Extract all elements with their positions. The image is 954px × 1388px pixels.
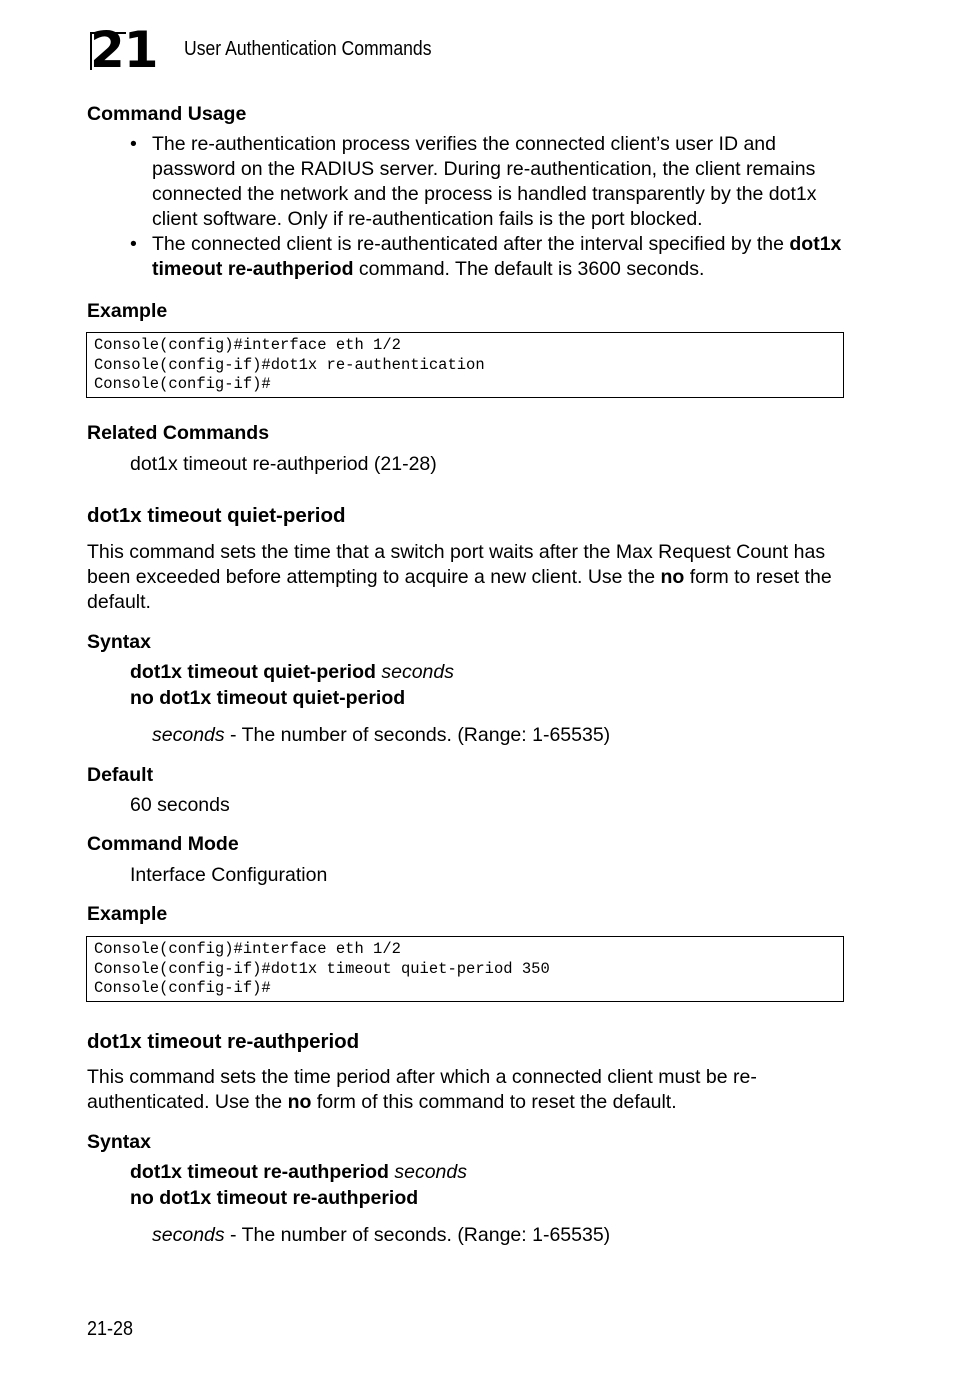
reauth-period-description bbox=[87, 1065, 847, 1115]
parameter-description-2 bbox=[152, 1223, 610, 1248]
syntax-command: dot1x timeout quiet-period bbox=[130, 661, 376, 683]
usage-bullet-1-text: The re-authentication process verifies the connected client’s user ID and password on the RADIUS server. During re-authentication, the client remains connected the network and the process is handled transparently by the dot1x client software. Only if re-authentication fails is the port blocked. bbox=[152, 133, 817, 230]
syntax-command: dot1x timeout re-authperiod bbox=[130, 1161, 389, 1183]
related-commands-heading: Related Commands bbox=[87, 422, 270, 444]
section-title-quiet-period: dot1x timeout quiet-period bbox=[87, 504, 346, 527]
syntax-parameter: seconds bbox=[394, 1161, 467, 1183]
usage-bullet-2 bbox=[130, 232, 850, 282]
page-number: 21-28 bbox=[87, 1318, 134, 1340]
parameter-text: - The number of seconds. (Range: 1-65535) bbox=[224, 724, 611, 746]
syntax-parameter: seconds bbox=[381, 661, 454, 683]
reauth-desc-post: form of this command to reset the default. bbox=[311, 1091, 677, 1113]
reauth-desc-pre: This command sets the time period after which a connected client must be re-authenticated. Use the bbox=[87, 1066, 757, 1113]
command-mode-value: Interface Configuration bbox=[130, 864, 328, 886]
bullet-icon: • bbox=[130, 233, 137, 255]
code-line: Console(config)#interface eth 1/2 bbox=[94, 336, 401, 354]
syntax-no-form bbox=[130, 1186, 418, 1211]
code-line: Console(config-if)# bbox=[94, 375, 271, 393]
code-line: Console(config-if)#dot1x timeout quiet-period 350 bbox=[94, 959, 550, 978]
parameter-text: - The number of seconds. (Range: 1-65535) bbox=[224, 1224, 611, 1246]
parameter-name: seconds bbox=[152, 1224, 225, 1246]
parameter-name: seconds bbox=[152, 724, 225, 746]
example-code-box-2 bbox=[86, 936, 844, 1002]
syntax-line-quiet-period bbox=[130, 660, 454, 685]
quiet-period-desc-no: no bbox=[660, 566, 685, 588]
usage-bullet-1 bbox=[130, 132, 850, 232]
syntax-heading-2: Syntax bbox=[87, 1131, 151, 1153]
example-heading-2: Example bbox=[87, 903, 168, 925]
syntax-heading-1: Syntax bbox=[87, 631, 151, 653]
quiet-period-description bbox=[87, 540, 847, 615]
example-heading-1: Example bbox=[87, 300, 168, 322]
code-line: Console(config)#interface eth 1/2 bbox=[94, 940, 401, 958]
reauth-desc-no: no bbox=[287, 1091, 312, 1113]
usage-bullet-2-command: dot1x timeout re-authperiod bbox=[152, 233, 842, 280]
syntax-no-form bbox=[130, 686, 405, 711]
syntax-no-command: no dot1x timeout quiet-period bbox=[130, 687, 406, 709]
related-command-link: dot1x timeout re-authperiod (21-28) bbox=[130, 453, 437, 475]
chapter-number: 21 bbox=[90, 26, 158, 74]
parameter-description-1 bbox=[152, 723, 610, 748]
command-usage-heading: Command Usage bbox=[87, 103, 247, 125]
code-line: Console(config-if)#dot1x re-authentication bbox=[94, 355, 485, 374]
syntax-no-command: no dot1x timeout re-authperiod bbox=[130, 1187, 419, 1209]
bullet-icon: • bbox=[130, 133, 137, 155]
quiet-period-desc-pre: This command sets the time that a switch port waits after the Max Request Count has been exceeded before attempting to acquire a new client. Use the bbox=[87, 541, 826, 588]
usage-bullet-2-pre: The connected client is re-authenticated after the interval specified by the bbox=[152, 233, 790, 255]
syntax-line-reauth-period bbox=[130, 1160, 467, 1185]
quiet-period-desc-post: form to reset the default. bbox=[87, 566, 832, 613]
default-value: 60 seconds bbox=[130, 794, 230, 816]
default-heading: Default bbox=[87, 764, 154, 786]
usage-bullet-list bbox=[130, 132, 850, 282]
command-mode-heading: Command Mode bbox=[87, 833, 239, 855]
chapter-number-badge bbox=[88, 26, 162, 74]
usage-bullet-2-post: command. The default is 3600 seconds. bbox=[353, 258, 705, 280]
example-code-box-1 bbox=[86, 332, 844, 398]
section-title-reauth-period: dot1x timeout re-authperiod bbox=[87, 1030, 360, 1053]
running-title: User Authentication Commands bbox=[184, 38, 432, 60]
code-line: Console(config-if)# bbox=[94, 979, 271, 997]
